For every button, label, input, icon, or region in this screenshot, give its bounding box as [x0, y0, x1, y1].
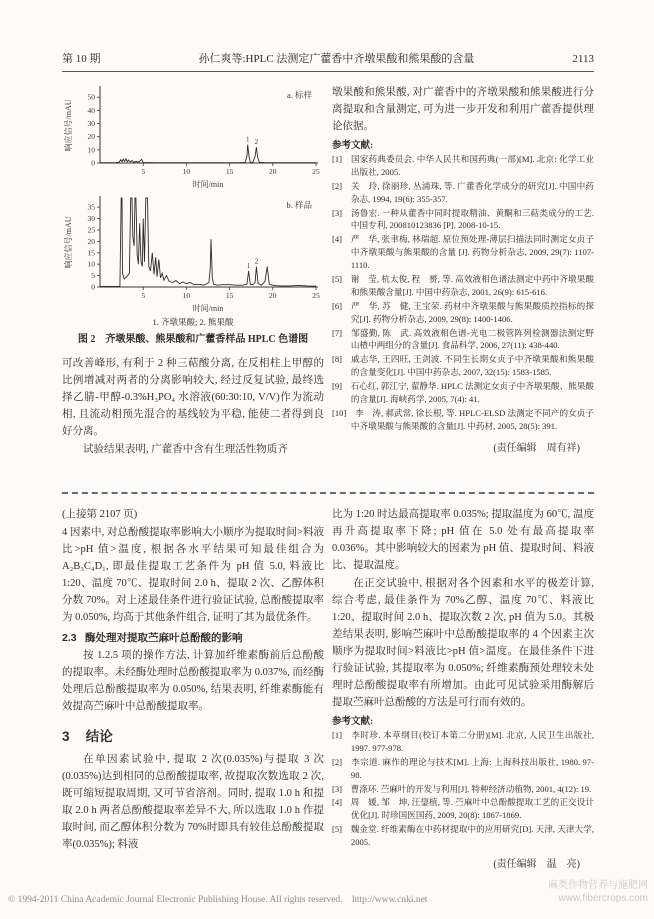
svg-text:1: 1 — [246, 262, 251, 271]
references-heading: 参考文献: — [332, 141, 374, 151]
section-heading-2-3 — [62, 630, 324, 645]
reference-item: [2] 关 玲, 徐丽珍, 丛浦珠, 等. 广藿香化学成分的研究[J]. 中国中药杂志, 1994, 19(6): 355-357. — [332, 180, 594, 204]
article-divider — [62, 492, 594, 494]
reference-item: [5] 魏金堂. 纤维素酶在中药材提取中的应用研究[D]. 天津, 天津大学, 2005. — [332, 824, 594, 848]
paragraph: 4 因素中, 对总酚酸提取率影响大小顺序为提取时间>料液比>pH 值>温度, 根据各水平结果可知最佳组合为 A₂B₃C₄D₁, 即最佳提取工艺条件为 pH 值 5.0, 料液比 1:20、温度 70℃、提取时间 2.0 h、提取 2 次、乙醇体积分数 70%。对上述最佳条件进行验证试验, 总酚酸提取率为 0.050%, 均高于其他条件组合, 证明了其为最优条件。 — [62, 527, 324, 623]
continued-from-note: (上接第 2107 页) — [62, 509, 138, 520]
watermark-site-url: www.fibercrops.com — [558, 893, 648, 904]
hplc-chromatogram-standard — [62, 80, 324, 190]
page-footer — [8, 879, 648, 905]
svg-text:2: 2 — [254, 257, 259, 266]
left-column-top — [62, 80, 324, 459]
editor-note: (责任编辑 温 亮) — [493, 859, 580, 871]
right-column-top — [332, 84, 594, 454]
reference-item: [10] 李 涛, 郝武常, 徐长根, 等. HPLC-ELSD 法测定不同产的女贞子中齐墩果酸与熊果酸的含量[J]. 中药材, 2005, 28(5): 391. — [332, 407, 594, 431]
references-heading: 参考文献: — [332, 717, 374, 727]
section-title: 酶处理对提取苎麻叶总酚酸的影响 — [85, 632, 243, 644]
figure-caption: 图 2 齐墩果酸、熊果酸和广藿香样品 HPLC 色谱图 — [77, 334, 309, 345]
svg-text:20: 20 — [87, 132, 95, 142]
reference-item: [3] 汤鲁宏. 一种从藿香中同时提取精油、黄酮和三萜类成分的工艺. 中国专利, 200810123836 [P]. 2008-10-15. — [332, 207, 594, 231]
hplc-chromatogram-sample — [62, 190, 324, 314]
paragraph: 试验结果表明, 广藿香中含有生理活性物质齐 — [83, 444, 288, 455]
svg-text:15: 15 — [87, 248, 95, 258]
paragraph: 墩果酸和熊果酸, 对广藿香中的齐墩果酸和熊果酸进行分离提取和含量测定, 可为进一步开发和利用广藿香提供理论依据。 — [332, 87, 594, 132]
editor-note: (责任编辑 周有祥) — [493, 442, 580, 454]
paragraph: 在正交试验中, 根据对各个因素和水平的极差计算, 综合考虑, 最佳条件为 70%乙醇、温度 70℃、料液比 1:20、提取时间 2.0 h、提取次数 2 次, pH 值为 5.0。其极差结果表明, 影响苎麻叶中总酚酸提取率的 4 个因素主次顺序为提取时间>料液比>pH 值>温度。在最佳条件下进行验证试验, 其提取率为 0.050%; 纤维素酶预处理较未处理时总酚酸提取率有所增加。由此可见试验采用酶解后提取苎麻叶总酚酸的方法是可行而有效的。 — [332, 578, 594, 708]
page-number: 2113 — [572, 53, 594, 65]
svg-text:10: 10 — [182, 167, 191, 176]
reference-item: [7] 邹盛勤, 陈 武. 高效液相色谱-光电二极管阵列检测器法测定野山楂中两组分的含量[J]. 食品科学, 2006, 27(11): 438-440. — [332, 327, 594, 351]
svg-text:30: 30 — [87, 119, 95, 129]
svg-text:b. 样品: b. 样品 — [286, 200, 312, 210]
svg-text:20: 20 — [269, 291, 277, 300]
right-column-bottom — [332, 506, 594, 870]
left-column-bottom — [62, 506, 324, 854]
reference-item: [8] 戚志华, 王四旺, 王剑波. 不同生长期女贞子中齐墩果酸和熊果酸的含量变化[J]. 中国中药杂志, 2007, 32(15): 1583-1585. — [332, 354, 594, 378]
svg-text:1: 1 — [245, 135, 250, 144]
paragraph: 比为 1:20 时达最高提取率 0.035%; 提取温度为 60℃, 温度再升高提取率下降; pH 值在 5.0 处有最高提取率 0.036%。其中影响较大的因素为 pH 值、提取时间、料液比、提取温度。 — [332, 509, 594, 571]
reference-item: [4] 周 媛, 邹 坤, 汪鋆植, 等. 苎麻叶中总酚酸提取工艺的正交设计优化[J]. 时珍国医国药, 2009, 20(8): 1867-1869. — [332, 797, 594, 821]
svg-text:a. 标样: a. 标样 — [286, 90, 312, 100]
svg-text:25: 25 — [312, 167, 320, 176]
copyright-text: © 1994-2011 China Academic Journal Electronic Publishing House. All rights reserved. — [8, 895, 343, 905]
reference-item: [3] 曹涤环. 苎麻叶的开发与利用[J]. 特种经济动植物, 2001, 4(12): 19. — [332, 783, 592, 794]
reference-item: [2] 李宗道. 麻作的理论与技术[M]. 上海: 上海科技出版社, 1980. 97-98. — [332, 756, 594, 780]
svg-text:40: 40 — [87, 105, 95, 115]
svg-text:5: 5 — [141, 167, 146, 176]
svg-text:10: 10 — [182, 291, 191, 300]
reference-item: [5] 谢 莹, 杭太俊, 程 赟, 等. 高效液相色谱法测定中药中齐墩果酸和熊果酸含量[J]. 中国中药杂志, 2001, 26(9): 615-616. — [332, 274, 594, 297]
journal-issue: 第 10 期 — [62, 53, 101, 65]
reference-item: [1] 李时珍. 本草纲目(校订本第二分册)[M]. 北京, 人民卫生出版社, 1997. 977-978. — [332, 730, 594, 753]
svg-text:响应信号/mAU: 响应信号/mAU — [64, 216, 73, 269]
references-list — [332, 153, 594, 433]
svg-text:20: 20 — [269, 167, 277, 176]
svg-text:0: 0 — [91, 158, 95, 168]
svg-text:10: 10 — [87, 145, 95, 155]
running-title: 孙仁爽等:HPLC 法测定广藿香中齐墩果酸和熊果酸的含量 — [198, 53, 475, 65]
svg-text:20: 20 — [87, 236, 95, 246]
svg-text:15: 15 — [225, 291, 234, 300]
svg-text:响应信号/mAU: 响应信号/mAU — [64, 99, 73, 152]
section-heading-3 — [62, 725, 324, 745]
svg-text:5: 5 — [91, 271, 95, 281]
svg-text:0: 0 — [91, 282, 95, 292]
page-header — [62, 50, 594, 72]
section-number: 3 — [62, 729, 70, 744]
paragraph: 按 1.2.5 项的操作方法, 计算加纤维素酶前后总酚酸的提取率。未经酶处理时总酚酸提取率为 0.037%, 而经酶处理后总酚酸提取率为 0.050%, 结果表明, 纤维素酶能有效提高苎麻叶中总酚酸提取率。 — [62, 650, 324, 712]
section-number: 2.3 — [62, 632, 77, 644]
svg-text:时间/min: 时间/min — [192, 304, 224, 313]
svg-text:2: 2 — [254, 138, 259, 147]
reference-item: [1] 国家药典委员会. 中华人民共和国药典(一部)[M]. 北京: 化学工业出版社, 2005. — [332, 154, 594, 177]
watermark-site-name: 麻类作物营养与施肥网 — [548, 880, 648, 891]
svg-text:10: 10 — [87, 259, 95, 269]
svg-text:时间/min: 时间/min — [192, 180, 224, 189]
reference-item: [4] 严 华, 张聿梅, 林瑞超. 原位预处理-薄层扫描法同时测定女贞子中齐墩果酸与熊果酸的含量 [J]. 药物分析杂志, 2009, 29(7): 1107-1110. — [332, 234, 594, 271]
copyright-notice — [8, 895, 427, 905]
svg-text:25: 25 — [312, 291, 320, 300]
section-title: 结论 — [85, 729, 113, 744]
svg-text:30: 30 — [87, 214, 95, 224]
figure-legend: 1. 齐墩果酸; 2. 熊果酸 — [152, 317, 234, 327]
watermark — [548, 879, 648, 905]
cnki-url: http://www.cnki.net — [352, 895, 428, 905]
paragraph: 在单因素试验中, 提取 2 次(0.035%)与提取 3 次(0.035%)达到相同的总酚酸提取率, 故提取次数选取 2 次, 既可缩短提取周期, 又可节省溶剂。同时, 提取 1.0 h 和提取 2.0 h 两者总酚酸提取率差异不大, 所以选取 1.0 h 作提取时间, 而乙醇体积分数为 70%时即具有较佳总酚酸提取率(0.035%); 料液 — [62, 754, 324, 850]
reference-item: [9] 石心红, 郭江宁, 翟静华. HPLC 法测定女贞子中齐墩果酸、熊果酸的含量[J]. 海峡药学, 2005, 7(4): 41. — [332, 381, 594, 405]
svg-text:50: 50 — [87, 92, 95, 102]
reference-item: [6] 严 华, 苏 健, 王宝荣. 药材中齐墩果酸与熊果酸质控指标的探究[J]. 药物分析杂志, 2009, 29(8): 1400-1406. — [332, 300, 594, 324]
paragraph: 可改善峰形, 有利于 2 种三萜酸分离, 在反相柱上甲醇的比例增减对两者的分离影响较大, 经过反复试验, 最终选择乙腈-甲醇-0.3%H₃PO₄ 水溶液(60:30:10, V/V)作为流动相, 且流动相预先混合的基线较为平稳, 能使二者得到良好分离。 — [62, 358, 324, 437]
svg-text:15: 15 — [225, 167, 234, 176]
svg-text:35: 35 — [87, 202, 95, 212]
references-list — [332, 729, 594, 849]
svg-text:5: 5 — [141, 291, 146, 300]
svg-text:25: 25 — [87, 225, 95, 235]
